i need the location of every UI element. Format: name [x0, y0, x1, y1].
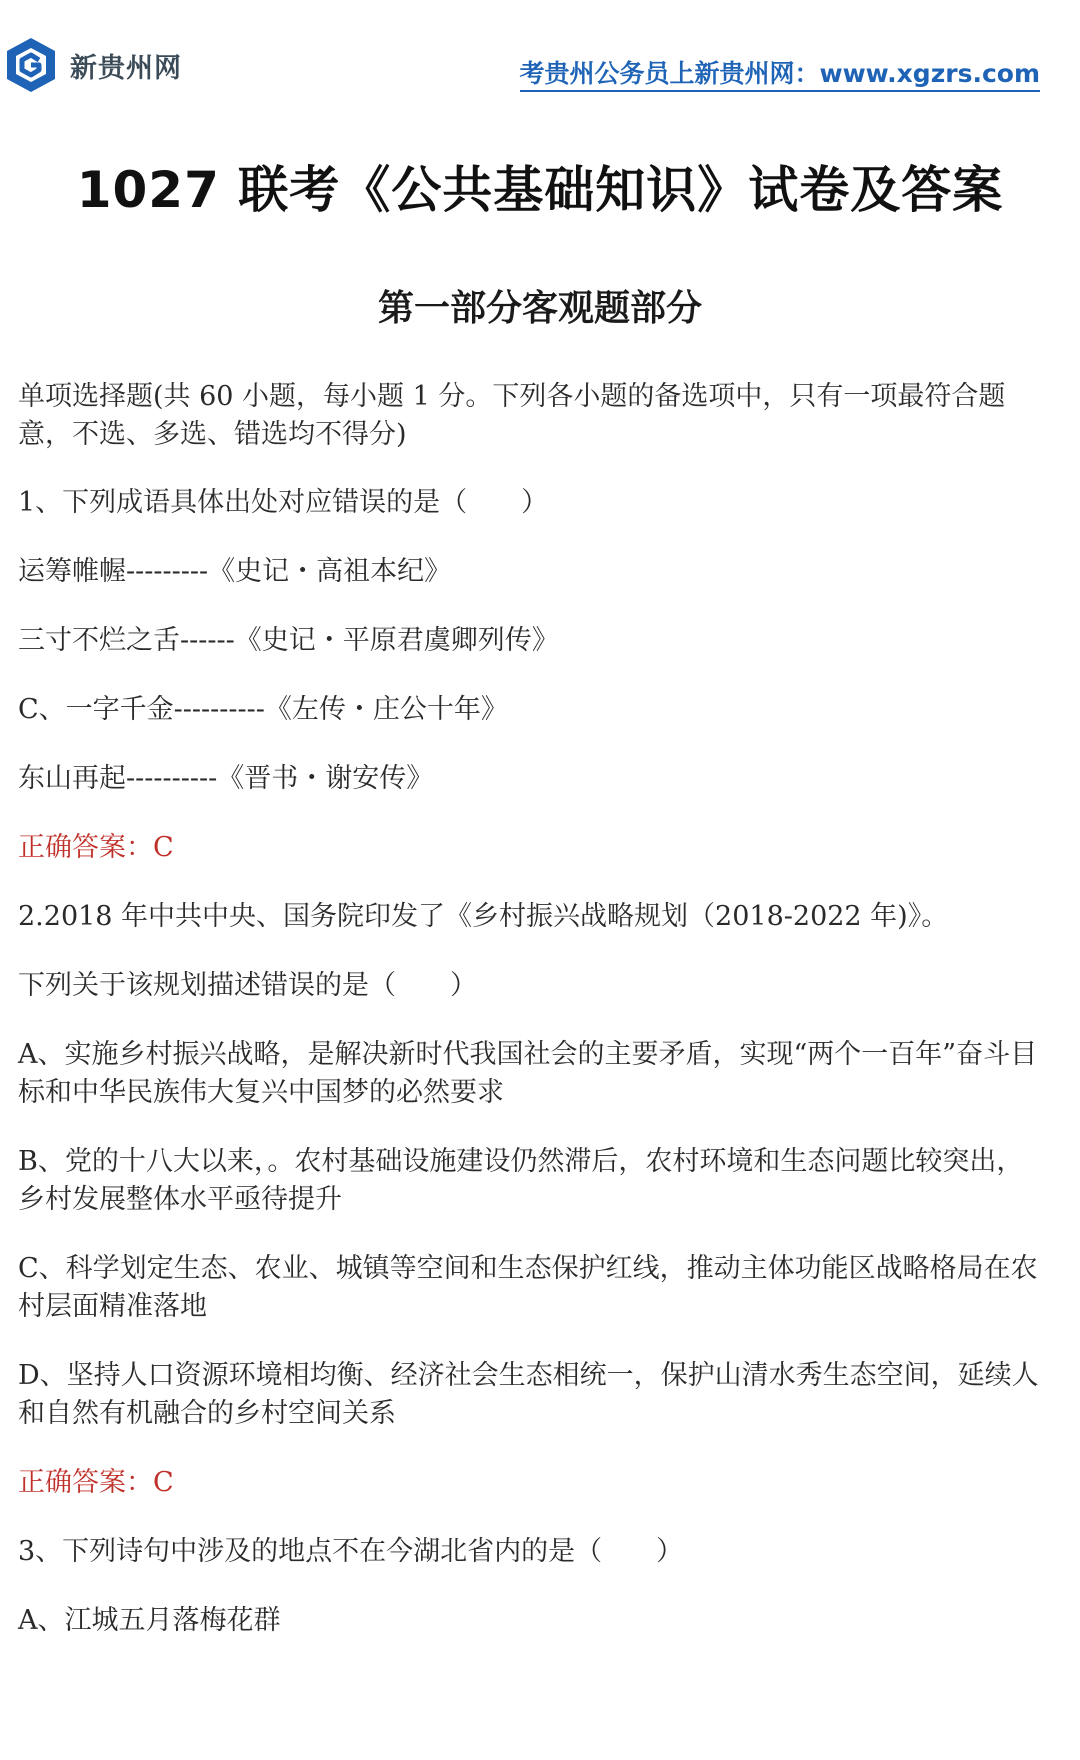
question-2-stem: 2.2018 年中共中央、国务院印发了《乡村振兴战略规划（2018-2022 年)》。	[18, 901, 949, 932]
question-1-option: C、一字千金----------《左传・庄公十年》	[18, 694, 508, 725]
question-1-stem: 1、下列成语具体出处对应错误的是（ ）	[18, 487, 549, 518]
question-3-stem: 3、下列诗句中涉及的地点不在今湖北省内的是（ ）	[18, 1536, 684, 1567]
question-3-option: A、江城五月落梅花群	[18, 1605, 281, 1636]
question-1-answer: 正确答案：C	[18, 832, 174, 863]
document-body	[18, 378, 1048, 1640]
question-2-answer: 正确答案：C	[18, 1467, 174, 1498]
question-1-option: 运筹帷幄---------《史记・高祖本纪》	[18, 556, 452, 587]
question-2-stem-continued: 下列关于该规划描述错误的是（ ）	[18, 970, 477, 1001]
question-2-option: B、党的十八大以来，。农村基础设施建设仍然滞后，农村环境和生态问题比较突出，乡村发展整体水平亟待提升	[18, 1146, 1024, 1215]
question-2-option: A、实施乡村振兴战略，是解决新时代我国社会的主要矛盾，实现“两个一百年”奋斗目标和中华民族伟大复兴中国梦的必然要求	[18, 1039, 1038, 1108]
question-1-option: 三寸不烂之舌------《史记・平原君虞卿列传》	[18, 625, 559, 656]
xgz-logo-icon	[2, 36, 60, 94]
site-header	[0, 0, 1080, 100]
document-title: 1027 联考《公共基础知识》试卷及答案	[76, 161, 1004, 219]
question-2-option: D、坚持人口资源环境相均衡、经济社会生态相统一，保护山清水秀生态空间，延续人和自然有机融合的乡村空间关系	[18, 1360, 1039, 1429]
section-heading: 第一部分客观题部分	[377, 287, 702, 329]
question-1-option: 东山再起----------《晋书・谢安传》	[18, 763, 434, 794]
logo-text: 新贵州网	[70, 53, 182, 84]
instructions: 单项选择题(共 60 小题，每小题 1 分。下列各小题的备选项中，只有一项最符合题意，不选、多选、错选均不得分)	[18, 381, 1006, 450]
header-divider	[520, 90, 1040, 92]
site-tagline[interactable]: 考贵州公务员上新贵州网：www.xgzrs.com	[519, 59, 1040, 88]
question-2-option: C、科学划定生态、农业、城镇等空间和生态保护红线，推动主体功能区战略格局在农村层面精准落地	[18, 1253, 1038, 1322]
